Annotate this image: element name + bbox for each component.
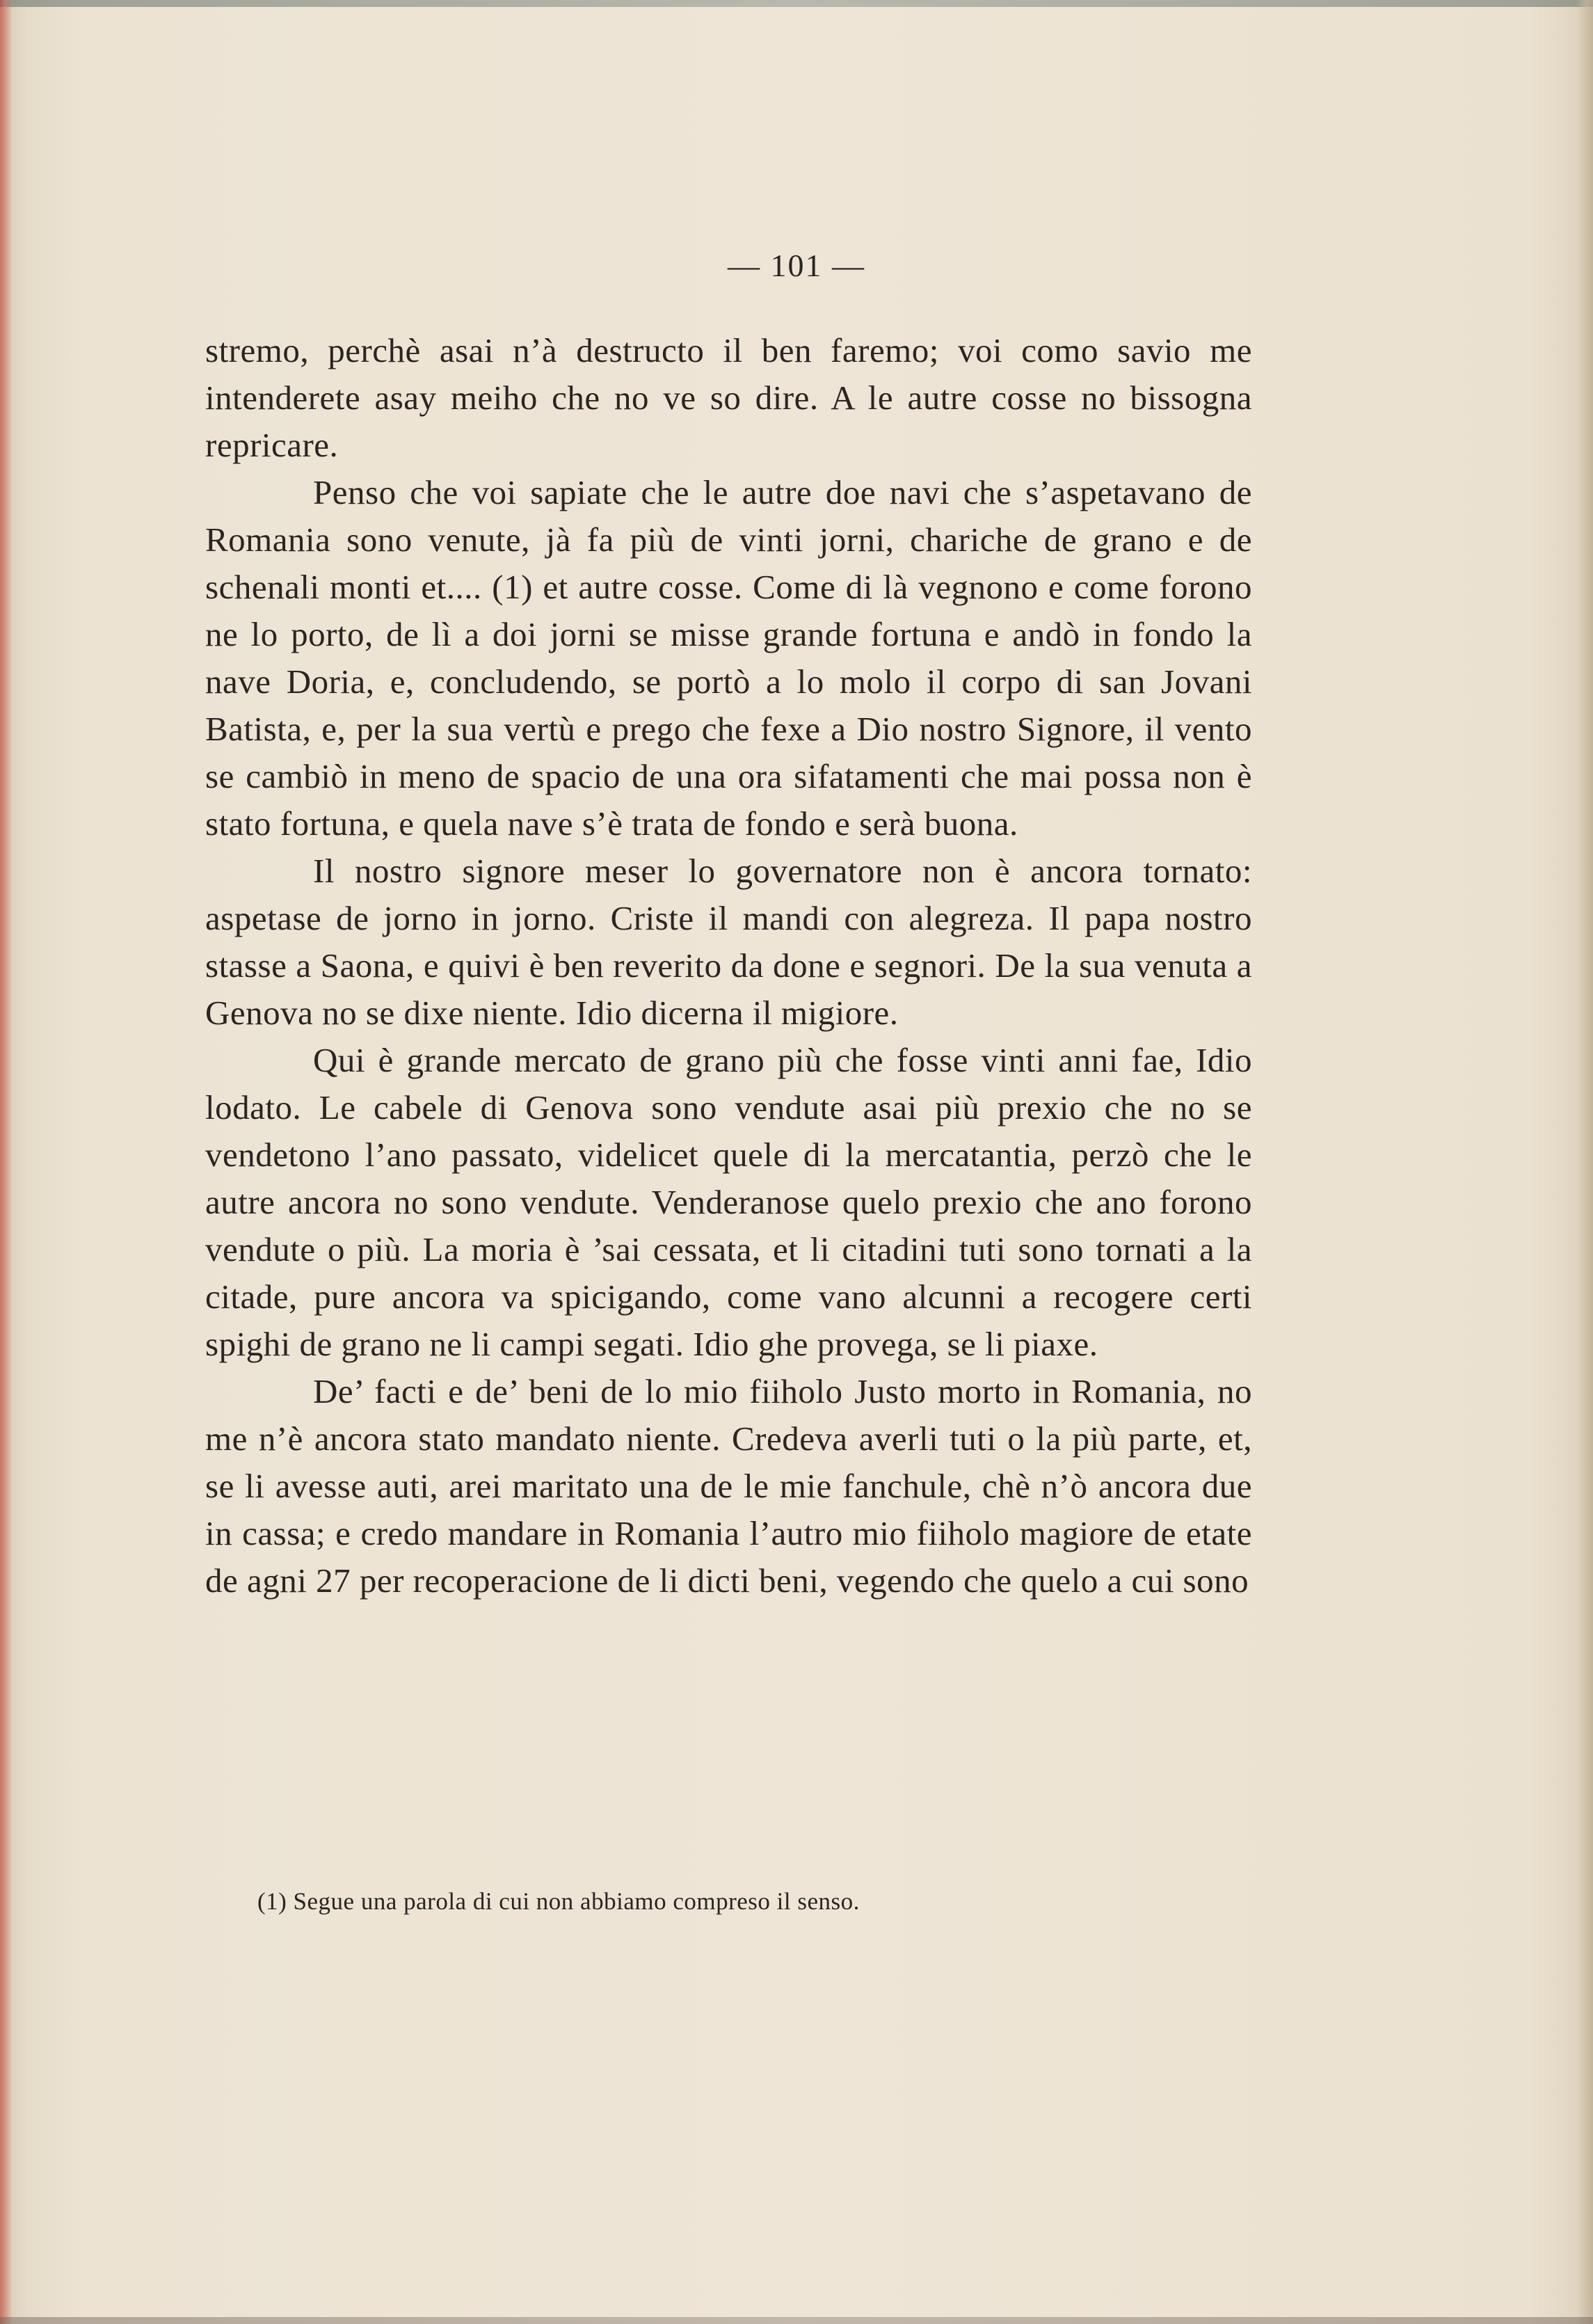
left-binding-edge — [0, 0, 13, 2324]
paragraph-3: Il nostro signore meser lo governatore non è ancora tornato: aspetase de jorno in jorno. Criste il mandi con alegreza. Il papa nostro stasse a Saona, e quivi è ben reverito da done e segnori. De la sua venuta a Genova no se dixe niente. Idio dicerna il migiore. — [205, 852, 1252, 1032]
body-text — [205, 327, 1252, 1605]
bottom-binding-edge — [0, 2317, 1593, 2324]
right-page-edge — [1576, 0, 1593, 2324]
page-number: — 101 — — [728, 248, 865, 283]
footnote: (1) Segue una parola di cui non abbiamo compreso il senso. — [257, 1888, 860, 1915]
paragraph-5: De’ facti e de’ beni de lo mio fiiholo Justo morto in Romania, no me n’è ancora stato mandato niente. Credeva averli tuti o la più parte, et, se li avesse auti, arei maritato una de le mie fanchule, chè n’ò ancora due in cassa; e credo mandare in Romania l’autro mio fiiholo magiore de etate de agni 27 per recoperacione de li dicti beni, vegendo che quelo a cui sono — [205, 1372, 1252, 1600]
paragraph-4: Qui è grande mercato de grano più che fosse vinti anni fae, Idio lodato. Le cabele di Genova sono vendute asai più prexio che no se vendetono l’ano passato, videlicet quele di la mercatantia, perzò che le autre ancora no sono vendute. Venderanose quelo prexio che ano forono vendute o più. La moria è ’sai cessata, et li citadini tuti sono tornati a la citade, pure ancora va spicigando, come vano alcunni a recogere certi spighi de grano ne li campi segati. Idio ghe provega, se li piaxe. — [205, 1041, 1252, 1363]
paragraph-2: Penso che voi sapiate che le autre doe navi che s’aspetavano de Romania sono venute, jà fa più de vinti jorni, chariche de grano e de schenali monti et.... (1) et autre cosse. Come di là vegnono e come forono ne lo porto, de lì a doi jorni se misse grande fortuna e andò in fondo la nave Doria, e, concludendo, se portò a lo molo il corpo di san Jovani Batista, e, per la sua vertù e prego che fexe a Dio nostro Signore, il vento se cambiò in meno de spacio de una ora sifatamenti che mai possa non è stato fortuna, e quela nave s’è trata de fondo e serà buona. — [205, 473, 1252, 843]
paragraph-1: stremo, perchè asai n’à destructo il ben faremo; voi como savio me intenderete asay meiho che no ve so dire. A le autre cosse no bissogna repricare. — [205, 331, 1252, 464]
top-binding-edge — [0, 0, 1593, 7]
